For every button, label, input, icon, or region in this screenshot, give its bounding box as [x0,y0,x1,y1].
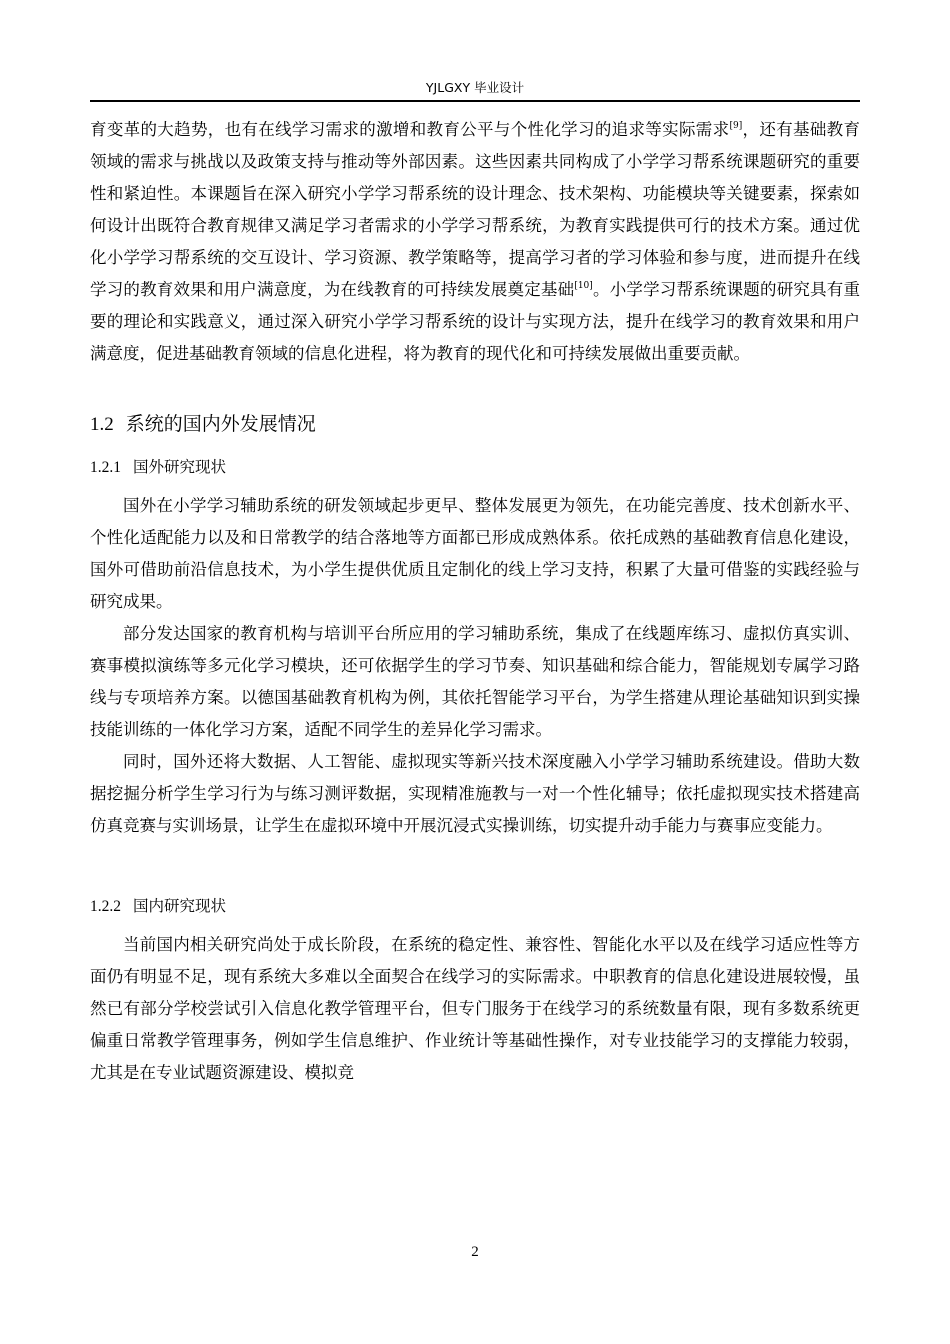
subsection-number: 1.2.2 [90,898,121,915]
domestic-paragraph-1: 当前国内相关研究尚处于成长阶段，在系统的稳定性、兼容性、智能化水平以及在线学习适应性等方面仍有明显不足，现有系统大多难以全面契合在线学习的实际需求。中职教育的信息化建设进展较慢，虽然已有部分学校尝试引入信息化教学管理平台，但专门服务于在线学习的系统数量有限，现有多数系统更偏重日常教学管理事务，例如学生信息维护、作业统计等基础性操作，对专业技能学习的支撑能力较弱，尤其是在专业试题资源建设、模拟竞 [90,935,860,1082]
page-number: 2 [471,1244,479,1260]
intro-text-3: 。小学学习帮系统课题的研究具有重要的理论和实践意义，通过深入研究小学学习帮系统的设计与实现方法，提升在线学习的教育效果和用户满意度，促进基础教育领域的信息化进程，将为教育的现代化和可持续发展做出重要贡献。 [90,280,861,363]
intro-paragraph [90,114,860,370]
page-body [90,114,860,1089]
section-number: 1.2 [90,414,114,435]
section-heading-1-2 [90,410,860,439]
subsection-heading-1-2-2 [90,892,860,921]
subsection-title: 国内研究现状 [133,897,227,915]
foreign-paragraph-1: 国外在小学学习辅助系统的研发领域起步更早、整体发展更为领先，在功能完善度、技术创新水平、个性化适配能力以及和日常教学的结合落地等方面都已形成成熟体系。依托成熟的基础教育信息化建设，国外可借助前沿信息技术，为小学生提供优质且定制化的线上学习支持，积累了大量可借鉴的实践经验与研究成果。 [90,496,860,611]
citation-10: [10] [574,281,593,291]
subsection-heading-1-2-1 [90,453,860,482]
intro-text-1: 育变革的大趋势，也有在线学习需求的激增和教育公平与个性化学习的追求等实际需求 [90,120,730,139]
citation-9: [9] [729,121,743,131]
intro-text-2: ，还有基础教育领域的需求与挑战以及政策支持与推动等外部因素。这些因素共同构成了小学学习帮系统课题研究的重要性和紧迫性。本课题旨在深入研究小学学习帮系统的设计理念、技术架构、功能模块等关键要素，探索如何设计出既符合教育规律又满足学习者需求的小学学习帮系统，为教育实践提供可行的技术方案。通过优化小学学习帮系统的交互设计、学习资源、教学策略等，提高学习者的学习体验和参与度，进而提升在线学习的教育效果和用户满意度，为在线教育的可持续发展奠定基础 [90,120,861,299]
section-title: 系统的国内外发展情况 [125,413,316,435]
subsection-title: 国外研究现状 [133,458,227,476]
foreign-paragraph-3: 同时，国外还将大数据、人工智能、虚拟现实等新兴技术深度融入小学学习辅助系统建设。借助大数据挖掘分析学生学习行为与练习测评数据，实现精准施教与一对一个性化辅导；依托虚拟现实技术搭建高仿真竞赛与实训场景，让学生在虚拟环境中开展沉浸式实操训练，切实提升动手能力与赛事应变能力。 [90,752,860,835]
foreign-paragraph-2: 部分发达国家的教育机构与培训平台所应用的学习辅助系统，集成了在线题库练习、虚拟仿真实训、赛事模拟演练等多元化学习模块，还可依据学生的学习节奏、知识基础和综合能力，智能规划专属学习路线与专项培养方案。以德国基础教育机构为例，其依托智能学习平台，为学生搭建从理论基础知识到实操技能训练的一体化学习方案，适配不同学生的差异化学习需求。 [90,624,860,739]
header-rule [90,100,860,102]
subsection-number: 1.2.1 [90,459,121,476]
page-header: YJLGXY 毕业设计 [425,80,525,95]
